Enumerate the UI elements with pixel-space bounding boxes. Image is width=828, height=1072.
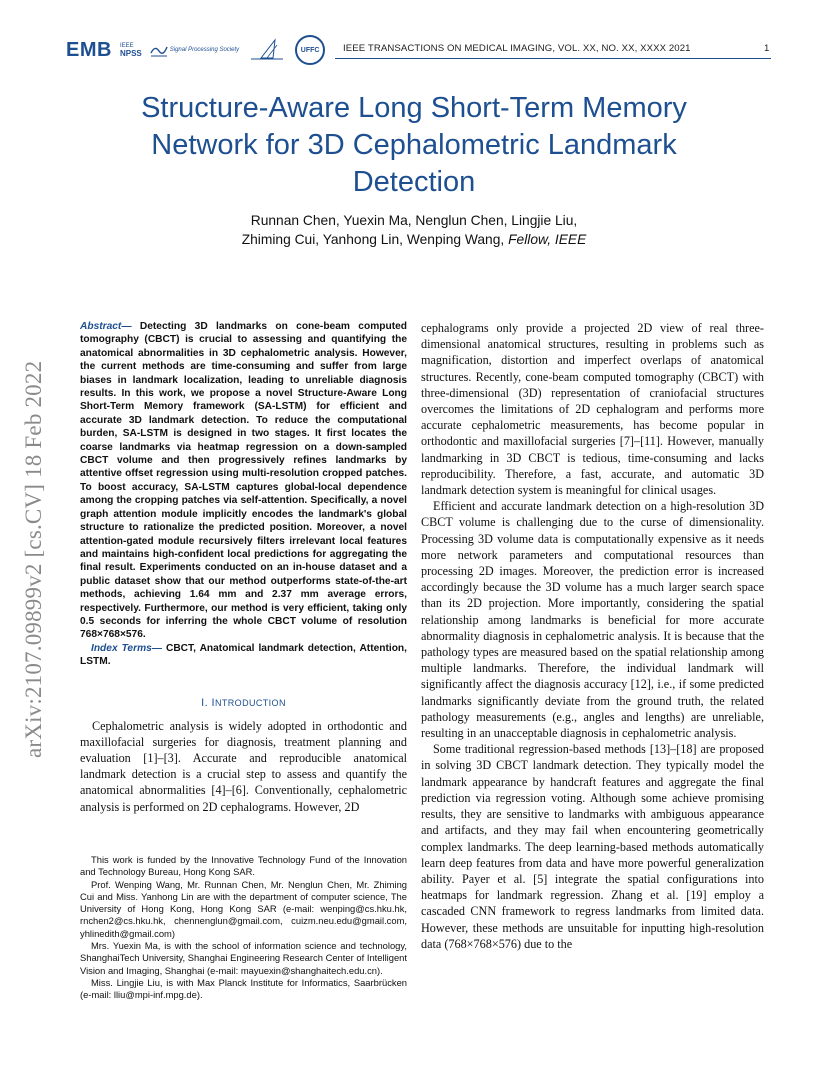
index-terms-text: CBCT, Anatomical landmark detection, Attention, LSTM. <box>80 642 407 668</box>
author-list <box>80 211 748 249</box>
author-line: Runnan Chen, Yuexin Ma, Nenglun Chen, Lingjie Liu, <box>250 213 578 228</box>
section-title-rest: NTRODUCTION <box>214 697 286 708</box>
author-line <box>80 230 748 249</box>
header-rule <box>335 58 771 59</box>
index-terms-label: Index Terms— <box>91 642 162 654</box>
author-role: Fellow, IEEE <box>508 232 587 247</box>
npss-logo-main: NPSS <box>119 48 142 58</box>
author-names: Zhiming Cui, Yanhong Lin, Wenping Wang, <box>241 232 505 247</box>
title-line: Detection <box>352 166 476 198</box>
section-heading-introduction <box>80 697 407 709</box>
page-number: 1 <box>764 43 770 54</box>
sailboat-logo-icon <box>247 37 287 63</box>
emb-logo: EMB <box>66 38 112 61</box>
title-line: Structure-Aware Long Short-Term Memory <box>141 92 687 124</box>
publisher-logos <box>66 36 325 64</box>
body-paragraph: Cephalometric analysis is widely adopted in orthodontic and maxillofacial surgeries for diagnosis, treatment planning and evaluation [1]–[3]. Accurate and reproducible anatomical landmark detection is a crucial step to assess and quantify the anatomical abnormalities [4]–[6]. Conventionally, cephalometric analysis is performed on 2D cephalograms. However, 2D <box>80 718 407 814</box>
npss-logo <box>120 43 142 58</box>
npss-logo-top: IEEE <box>119 42 134 49</box>
arxiv-stamp: arXiv:2107.09899v2 [cs.CV] 18 Feb 2022 <box>21 360 46 758</box>
section-numeral: I. <box>201 696 209 709</box>
title-line: Network for 3D Cephalometric Landmark <box>151 129 677 161</box>
journal-header: IEEE TRANSACTIONS ON MEDICAL IMAGING, VOL. XX, NO. XX, XXXX 2021 <box>343 43 691 54</box>
footnote: Miss. Lingjie Liu, is with Max Planck Institute for Informatics, Saarbrücken (e-mail: lliu@mpi-inf.mpg.de). <box>80 976 407 1001</box>
abstract-text: Detecting 3D landmarks on cone-beam computed tomography (CBCT) is crucial to assessing and quantifying the anatomical abnormalities in 3D cephalometric analysis. However, the current methods are time-consuming and suffer from large biases in landmark localization, leading to unreliable diagnosis results. In this work, we propose a novel Structure-Aware Long Short-Term Memory framework (SA-LSTM) for efficient and accurate 3D landmark detection. To reduce the computational burden, SA-LSTM is designed in two stages. It first locates the coarse landmarks via heatmap regression on a down-sampled CBCT volume and then progressively refines landmarks by attentive offset regression using multi-resolution cropped patches. To boost accuracy, SA-LSTM captures global-local dependence among the cropping patches via self-attention. Specifically, a novel graph attention module implicitly encodes the landmark's global structure to rationalize the predicted position. Moreover, a novel attention-gated module recursively filters irrelevant local features and maintains high-confident local predictions for aggregating the final result. Experiments conducted on an in-house dataset and a public dataset show that our method outperforms state-of-the-art methods, achieving 1.64 mm and 2.37 mm average errors, respectively. Furthermore, our method is very efficient, taking only 0.5 seconds for inferring the whole CBCT volume of resolution 768×768×576. <box>80 321 407 641</box>
body-paragraph: Some traditional regression-based methods [13]–[18] are proposed in solving 3D CBCT landmark detection. They typically model the landmark appearance by handcraft features and aggregate the final prediction via regression voting. Although some achieve promising results, they are sensitive to landmarks with ambiguous appearance and artifacts, and they may fail when encountering geometrically complex landmarks. The deep learning-based methods automatically learn deep features from data and have more powerful generalization ability. Payer et al. [5] integrate the spatial configurations into heatmaps for landmark regression. Zhang et al. [19] employ a cascaded CNN framework to regress landmarks from limited data. However, these methods are unsuitable for inputting high-resolution data (768×768×576) due to the <box>421 742 764 951</box>
sps-logo <box>150 43 239 57</box>
sps-wave-icon <box>150 43 168 57</box>
body-paragraph: cephalograms only provide a projected 2D view of real three-dimensional anatomical structures, resulting in problems such as magnification, distortion and imperfect overlaps of anatomical structures. Recently, cone-beam computed tomography (CBCT) with three-dimensional (3D) representation of craniofacial structures overcomes the limitations of 2D cephalogram and performs more accurate cephalometric measurements, has become popular in orthodontic and maxillofacial surgeries [7]–[11]. However, manually landmarking in 3D CBCT is tedious, time-consuming and lacks reproducibility. Therefore, a fast, accurate, and automatic 3D landmark detection system is meaningful for clinical usages. <box>421 321 764 498</box>
index-terms <box>80 642 407 669</box>
sps-logo-text: Signal Processing Society <box>169 47 240 53</box>
footnote: Prof. Wenping Wang, Mr. Runnan Chen, Mr. Nenglun Chen, Mr. Zhiming Cui and Miss. Yanhong Lin are with the department of computer science, The University of Hong Kong, Hong Kong SAR (e-mail: wenping@cs.hku.hk, rnchen2@cs.hku.hk, chennenglun@gmail.com, cuizm.neu.edu@gmail.com, yhlinedith@gmail.com) <box>80 878 407 939</box>
footnote: This work is funded by the Innovative Technology Fund of the Innovation and Technology Bureau, Hong Kong SAR. <box>80 854 407 878</box>
body-paragraph: Efficient and accurate landmark detection on a high-resolution 3D CBCT volume is challenging due to the curse of dimensionality. Processing 3D volume data is computationally expensive as it needs more network parameters and computational resources than processing 2D images. Moreover, the prediction error is increased accordingly because the 3D volume has a much larger search space than its 2D projection. More importantly, considering the spatial relationship among landmarks is beneficial for more accurate abnormality diagnosis in cephalometric analysis. It is because that the pathology types are measured based on the spatial relationship among multiple landmarks. Therefore, the individual landmark will significantly affect the diagnosis accuracy [12], i.e., if some predicted landmarks significantly deviate from the ground truth, the related pathology measurements (e.g., angles and lengths) are unreliable, resulting in an unacceptable diagnosis in cephalometric analysis. <box>421 499 764 741</box>
paper-title <box>80 90 748 201</box>
section-title-first: I <box>211 696 215 709</box>
left-column <box>80 320 407 815</box>
right-column <box>421 320 764 952</box>
footnotes <box>80 854 407 1002</box>
abstract <box>80 320 407 642</box>
footnote: Mrs. Yuexin Ma, is with the school of information science and technology, ShanghaiTech University, Shanghai Engineering Research Center of Intelligent Vision and Imaging, Shanghai (e-mail: mayuexin@shanghaitech.edu.cn). <box>80 940 407 976</box>
uffc-logo: UFFC <box>295 35 325 65</box>
abstract-label: Abstract— <box>80 321 132 332</box>
